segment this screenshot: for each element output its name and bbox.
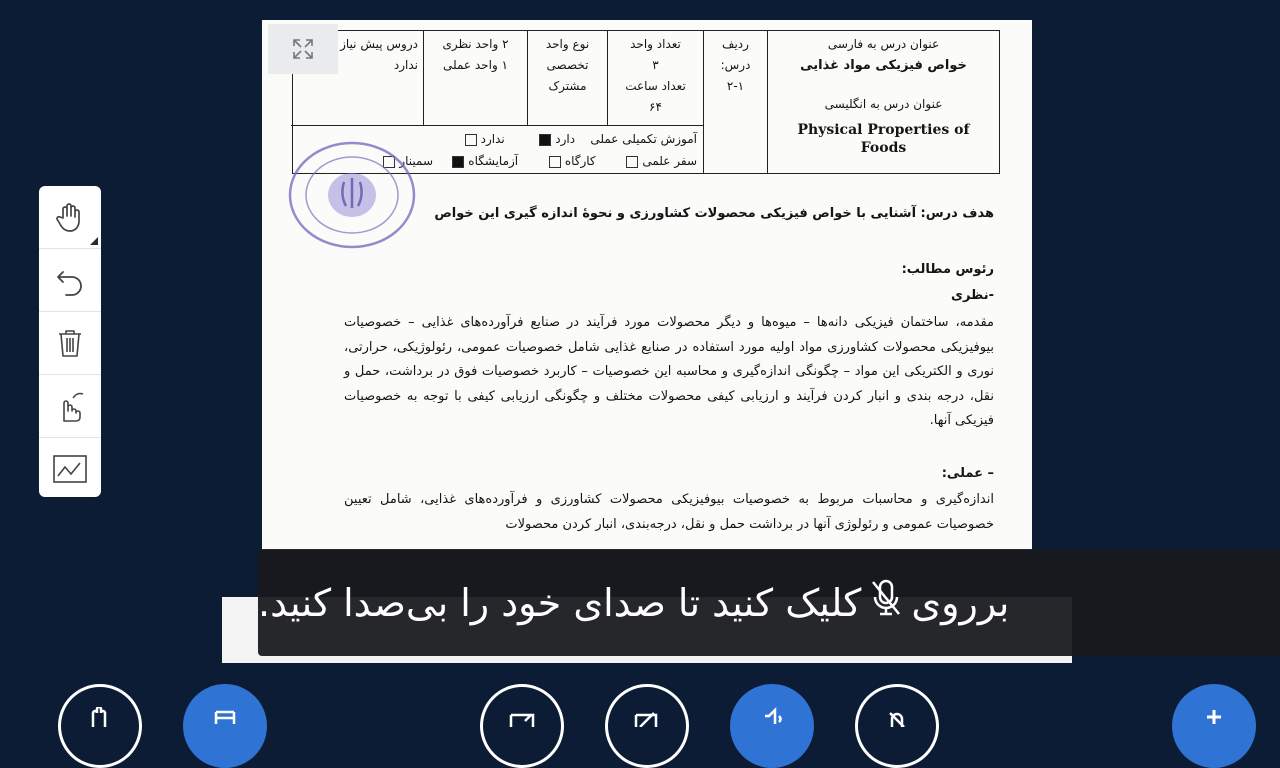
course-goal: هدف درس: آشنایی با خواص فیزیکی محصولات کشاورزی و نحوهٔ اندازه گیری این خواص [434,206,994,221]
audio-button[interactable] [730,684,814,768]
prereq-value: ندارد [393,58,418,72]
lab-label: آزمایشگاه [468,154,519,168]
mute-mic-button[interactable] [855,684,939,768]
row-label: ردیف [722,37,749,51]
field-trip-checkbox [626,156,638,168]
draw-tool-button[interactable] [39,438,101,497]
units-value: ۳ [652,58,659,72]
speaker-icon [757,704,787,724]
video-off-button[interactable] [605,684,689,768]
video-off-icon [632,707,662,727]
chart-line-icon [52,452,88,486]
row-cell [703,31,767,173]
caption-text-after: کلیک کنید تا صدای خود را بی‌صدا کنید. [258,580,862,625]
title-cell [767,31,999,173]
title-en-label: عنوان درس به انگلیسی [824,97,943,111]
theory-practical-cell [423,31,527,125]
undo-icon [53,263,87,297]
units-label: تعداد واحد [630,37,681,51]
list-icon [210,704,240,724]
share-screen-button[interactable] [480,684,564,768]
actions-plus-button[interactable] [1172,684,1256,768]
hours-value: ۶۴ [649,100,662,114]
mic-off-icon [882,707,912,727]
hand-pointer-wave-icon [53,389,87,423]
units-cell [607,31,703,125]
theory-units: ۲ واحد نظری [442,37,509,51]
type-value-2: مشترک [548,79,587,93]
practical-units: ۱ واحد عملی [443,58,508,72]
submenu-indicator [90,237,98,245]
title-en: Physical Properties of Foods [797,122,970,156]
plus-icon [1199,704,1229,724]
clear-annotations-button[interactable] [39,312,101,375]
multi-user-whiteboard-button[interactable] [39,375,101,438]
training-yes-label: دارد [555,132,576,146]
caption-text-before: برروی [911,580,1010,625]
row-label-2: درس: [720,58,751,72]
workshop-label: کارگاه [564,154,596,168]
document-page [262,20,1032,550]
theory-text: مقدمه، ساختمان فیزیکی دانه‌ها – میوه‌ها و دیگر محصولات مورد فرآیند در صنایع فرآورده‌های غذایی – خصوصیات بیوفیزیکی محصولات کشاورزی مواد اولیه مورد استفاده در صنایع غذایی شامل خصوصیات عمومی، رئولوژیکی، حرارتی، نوری و الکتریکی این مواد – چگونگی اندازه‌گیری و محاسبه این خصوصیات – کاربرد خصوصیات فوق در برداشت، حمل و نقل، درجه بندی و انبار کردن فرآیند و ارزیابی کیفی محصولات مختلف و چگونگی ارزیابی کیفی با توجه به خصوصیات فیزیکی آنها. [344,315,994,428]
practical-heading: – عملی: [941,466,994,481]
type-value-1: تخصصی [546,58,589,72]
training-label: آموزش تکمیلی عملی [590,132,697,146]
hand-icon [53,200,87,234]
headings-label: رئوس مطالب: [901,262,994,277]
title-fa: خواص فیزیکی مواد غذایی [800,58,967,73]
training-no-checkbox [465,134,477,146]
seal-stamp-icon [288,140,416,250]
pan-tool-button[interactable] [39,186,101,249]
prereq-label: دروس پیش نیاز [340,37,418,51]
trash-icon [53,326,87,360]
lab-checkbox [452,156,464,168]
field-trip-label: سفر علمی [642,154,697,168]
mute-hint-caption [258,549,1280,656]
training-no-label: ندارد [480,132,505,146]
title-fa-label: عنوان درس به فارسی [827,37,940,51]
type-cell [527,31,607,125]
mic-muted-icon [869,578,903,627]
practical-text: اندازه‌گیری و محاسبات مربوط به خصوصیات بیوفیزیکی محصولات کشاورزی و فرآورده‌های غذایی، شامل تعیین خصوصیات عمومی و رئولوژی آنها در برداشت حمل و نقل، درجه‌بندی، انبار کردن محصولات [344,492,994,532]
chat-button[interactable] [183,684,267,768]
type-label: نوع واحد [545,37,590,51]
workshop-checkbox [549,156,561,168]
training-yes-checkbox [539,134,551,146]
raise-hand-button[interactable] [58,684,142,768]
theory-heading: -نظری [951,288,994,303]
hours-label: تعداد ساعت [625,79,686,93]
seminar-label: سمینار [399,154,434,168]
fullscreen-toggle[interactable] [268,24,338,74]
expand-arrows-icon [291,37,315,61]
hand-icon [85,707,115,727]
screen-share-icon [507,707,537,727]
row-value: ۲-۱ [726,79,745,93]
annotation-toolbar [39,186,101,497]
undo-button[interactable] [39,249,101,312]
